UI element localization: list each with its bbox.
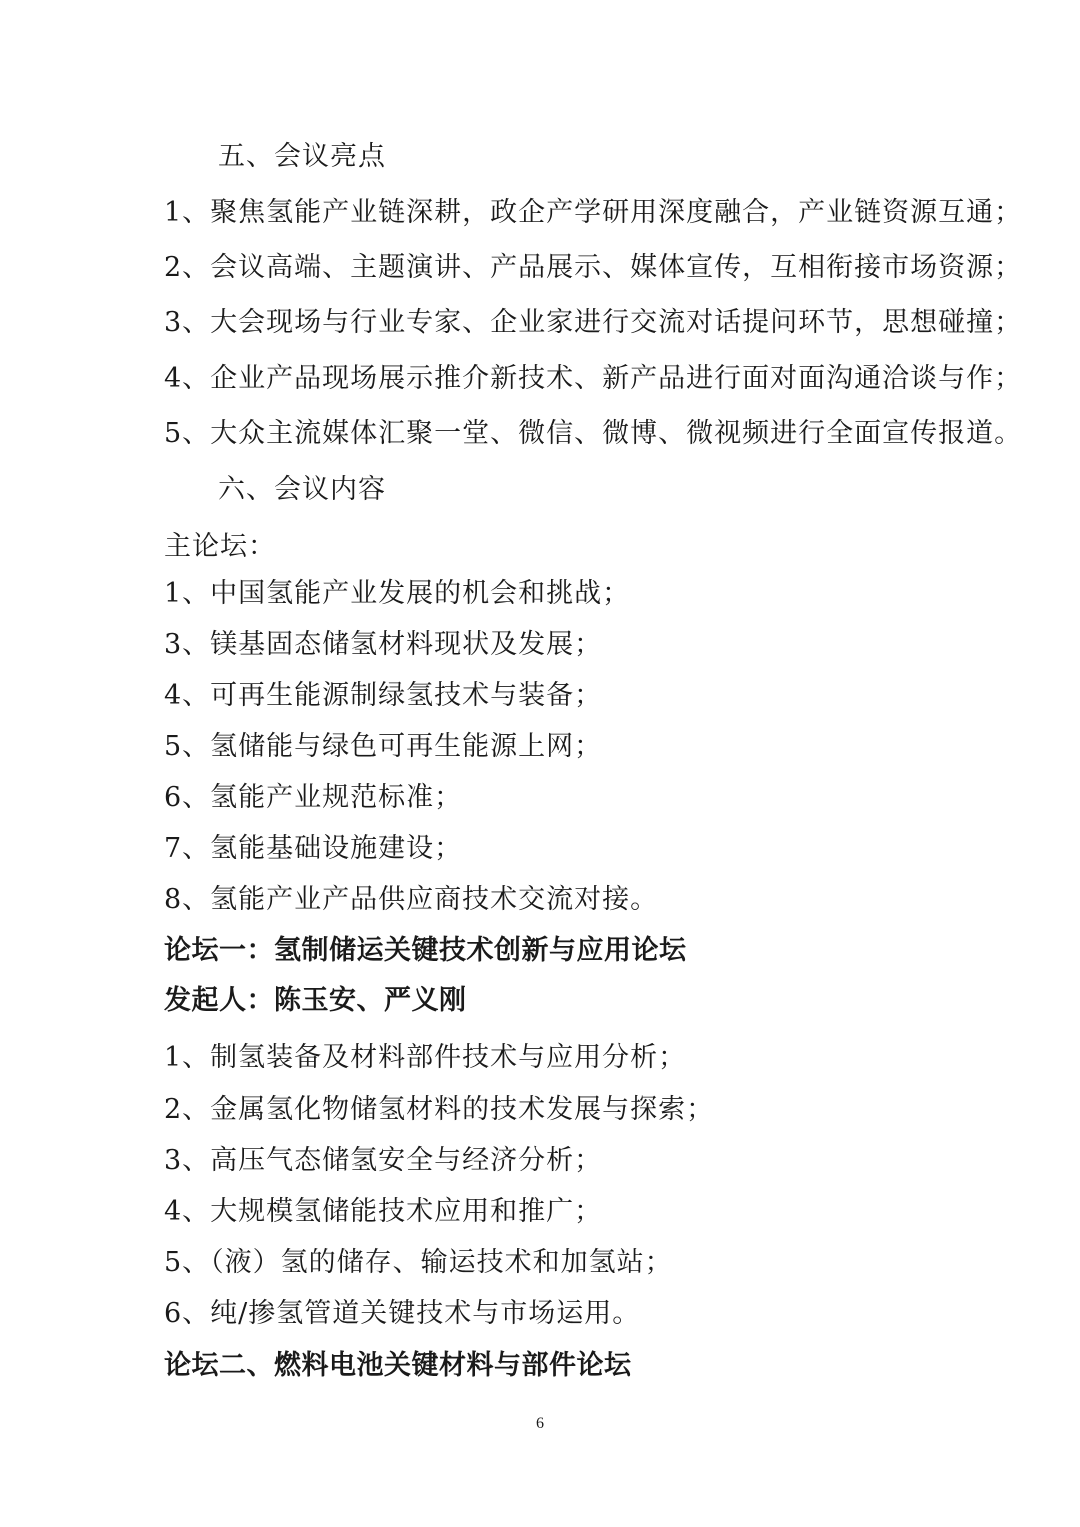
main-forum-item-3: 4、可再生能源制绿氢技术与装备； bbox=[164, 680, 603, 711]
main-forum-item-4: 5、氢储能与绿色可再生能源上网； bbox=[164, 731, 603, 762]
page-number: 6 bbox=[536, 1415, 544, 1432]
forum-1-initiators: 发起人：陈玉安、严义刚 bbox=[164, 985, 467, 1016]
main-forum-item-1: 1、中国氢能产业发展的机会和挑战； bbox=[164, 578, 631, 609]
main-forum-item-5: 6、氢能产业规范标准； bbox=[164, 782, 463, 813]
forum-1-item-4: 4、大规模氢储能技术应用和推广； bbox=[164, 1196, 603, 1227]
forum-1-item-5: 5、（液）氢的储存、输运技术和加氢站； bbox=[164, 1247, 673, 1278]
highlight-item-3: 3、大会现场与行业专家、企业家进行交流对话提问环节，思想碰撞； bbox=[164, 307, 1023, 338]
forum-1-item-3: 3、高压气态储氢安全与经济分析； bbox=[164, 1145, 603, 1176]
highlight-item-4: 4、企业产品现场展示推介新技术、新产品进行面对面沟通洽谈与作； bbox=[164, 363, 1023, 394]
section-5-heading: 五、会议亮点 bbox=[218, 141, 386, 172]
section-6-heading: 六、会议内容 bbox=[218, 474, 386, 505]
forum-2-title: 论坛二、燃料电池关键材料与部件论坛 bbox=[164, 1350, 632, 1381]
highlight-item-2: 2、会议高端、主题演讲、产品展示、媒体宣传，互相衔接市场资源； bbox=[164, 252, 1023, 283]
main-forum-item-7: 8、氢能产业产品供应商技术交流对接。 bbox=[164, 884, 659, 915]
forum-1-item-6: 6、纯/掺氢管道关键技术与市场运用。 bbox=[164, 1298, 641, 1329]
main-forum-item-2: 3、镁基固态储氢材料现状及发展； bbox=[164, 629, 603, 660]
forum-1-item-2: 2、金属氢化物储氢材料的技术发展与探索； bbox=[164, 1094, 715, 1125]
highlight-item-5: 5、大众主流媒体汇聚一堂、微信、微博、微视频进行全面宣传报道。 bbox=[164, 418, 1023, 449]
main-forum-item-6: 7、氢能基础设施建设； bbox=[164, 833, 463, 864]
forum-1-item-1: 1、制氢装备及材料部件技术与应用分析； bbox=[164, 1042, 687, 1073]
forum-1-title: 论坛一：氢制储运关键技术创新与应用论坛 bbox=[164, 935, 687, 966]
main-forum-label: 主论坛： bbox=[164, 531, 276, 562]
highlight-item-1: 1、聚焦氢能产业链深耕，政企产学研用深度融合，产业链资源互通； bbox=[164, 197, 1023, 228]
